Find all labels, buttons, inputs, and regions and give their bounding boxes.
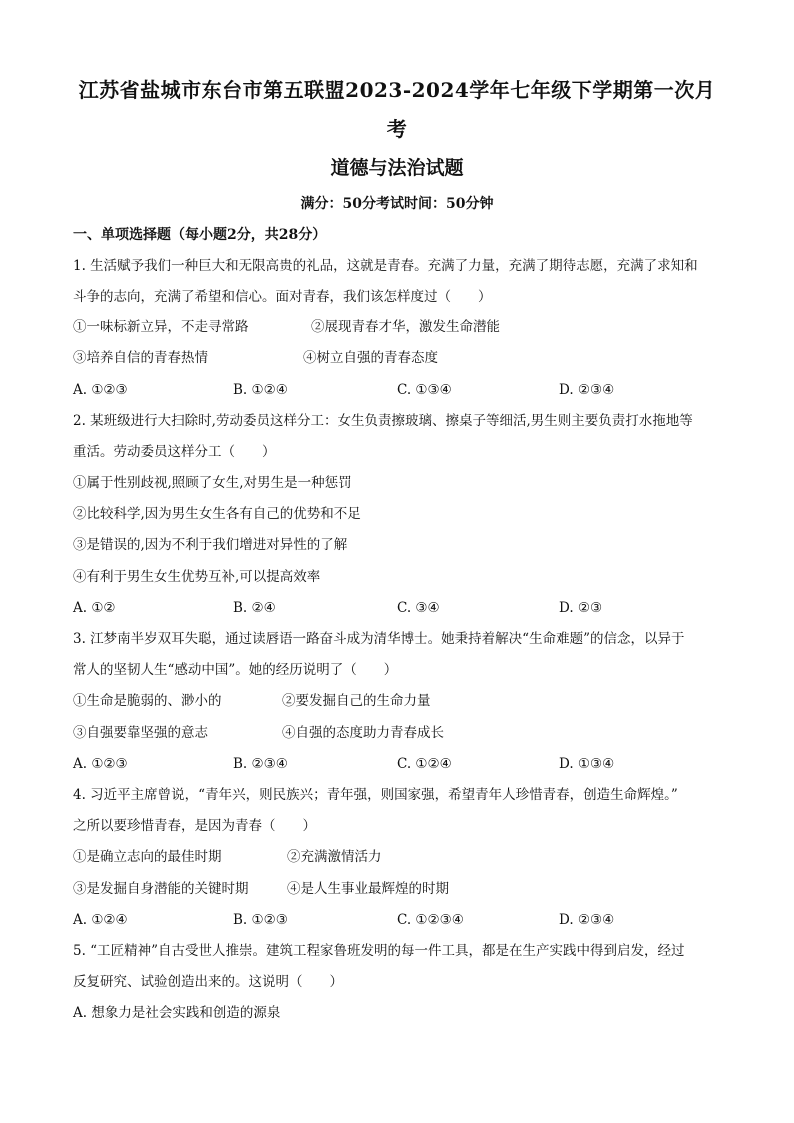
q1-option-d: D. ②③④ (559, 382, 615, 398)
q2-option-a: A. ①② (73, 600, 116, 616)
exam-title-line-2: 考 (386, 117, 408, 141)
q1-statement-3: ③培养自信的青春热情 (73, 350, 208, 366)
q2-option-d: D. ②③ (559, 600, 603, 616)
q1-option-c: C. ①③④ (397, 382, 452, 398)
q2-stem-line-1: 2. 某班级进行大扫除时,劳动委员这样分工：女生负责擦玻璃、擦桌子等细活,男生则主要负责打水拖地等 (73, 413, 693, 429)
q1-statement-2: ②展现青春才华，激发生命潜能 (311, 319, 500, 335)
q5-stem-line-2: 反复研究、试验创造出来的。这说明（ ） (73, 974, 343, 990)
q1-statement-4: ④树立自强的青春态度 (303, 350, 438, 366)
q3-statement-3: ③自强要靠坚强的意志 (73, 725, 208, 741)
q3-statement-1: ①生命是脆弱的、渺小的 (73, 693, 222, 709)
q2-statement-2: ②比较科学,因为男生女生各有自己的优势和不足 (73, 506, 361, 522)
exam-title-line-1: 江苏省盐城市东台市第五联盟2023-2024学年七年级下学期第一次月 (78, 78, 716, 102)
exam-subtitle: 道德与法治试题 (330, 157, 464, 179)
q3-stem-line-2: 常人的坚韧人生“感动中国”。她的经历说明了（ ） (73, 662, 398, 678)
q3-option-a: A. ①②③ (73, 756, 128, 772)
q2-statement-3: ③是错误的,因为不利于我们增进对异性的了解 (73, 537, 348, 553)
q1-stem-line-1: 1. 生活赋予我们一种巨大和无限高贵的礼品，这就是青春。充满了力量，充满了期待志愿，充满了求知和 (73, 258, 698, 274)
q2-statement-4: ④有利于男生女生优势互补,可以提高效率 (73, 569, 321, 585)
q3-stem-line-1: 3. 江梦南半岁双耳失聪，通过读唇语一路奋斗成为清华博士。她秉持着解决“生命难题”的信念，以异于 (73, 631, 685, 647)
q5-stem-line-1: 5. “工匠精神”自古受世人推崇。建筑工程家鲁班发明的每一件工具，都是在生产实践中得到启发，经过 (73, 943, 685, 959)
q4-statement-4: ④是人生事业最辉煌的时期 (287, 881, 449, 897)
score-info: 满分：50分考试时间：50分钟 (300, 196, 494, 212)
q3-statement-2: ②要发掘自己的生命力量 (282, 693, 431, 709)
q3-option-d: D. ①③④ (559, 756, 615, 772)
q1-stem-line-2: 斗争的志向，充满了希望和信心。面对青春，我们该怎样度过（ ） (73, 289, 492, 305)
q5-option-a: A. 想象力是社会实践和创造的源泉 (73, 1005, 281, 1021)
q1-option-a: A. ①②③ (73, 382, 128, 398)
q4-statement-2: ②充满激情活力 (287, 849, 382, 865)
q1-statement-1: ①一味标新立异，不走寻常路 (73, 319, 249, 335)
q1-option-b: B. ①②④ (233, 382, 288, 398)
q4-option-c: C. ①②③④ (397, 912, 464, 928)
q4-statement-3: ③是发掘自身潜能的关键时期 (73, 881, 249, 897)
q4-stem-line-1: 4. 习近平主席曾说，“青年兴，则民族兴；青年强，则国家强，希望青年人珍惜青春，创造生命辉煌。” (73, 787, 678, 803)
q4-option-d: D. ②③④ (559, 912, 615, 928)
q2-option-c: C. ③④ (397, 600, 440, 616)
q3-statement-4: ④自强的态度助力青春成长 (282, 725, 444, 741)
q3-option-b: B. ②③④ (233, 756, 288, 772)
q4-option-b: B. ①②③ (233, 912, 288, 928)
q2-stem-line-2: 重活。劳动委员这样分工（ ） (73, 444, 276, 460)
q4-option-a: A. ①②④ (73, 912, 128, 928)
section-heading: 一、单项选择题（每小题2分，共28分） (73, 227, 327, 243)
q4-stem-line-2: 之所以要珍惜青春，是因为青春（ ） (73, 818, 316, 834)
q2-statement-1: ①属于性别歧视,照顾了女生,对男生是一种惩罚 (73, 475, 352, 491)
q4-statement-1: ①是确立志向的最佳时期 (73, 849, 222, 865)
q2-option-b: B. ②④ (233, 600, 276, 616)
q3-option-c: C. ①②④ (397, 756, 452, 772)
